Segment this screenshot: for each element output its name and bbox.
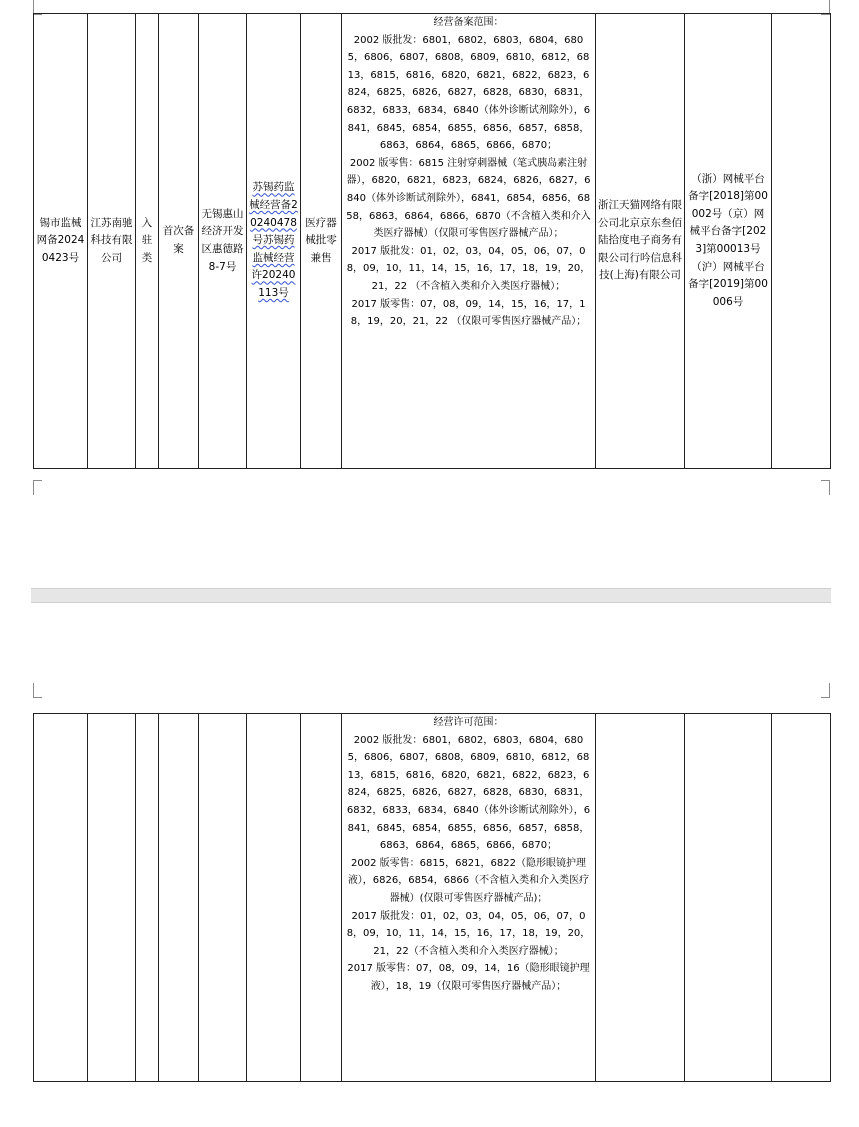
business-mode-cell: 医疗器械批零兼售 <box>301 14 342 469</box>
empty-cell <box>685 714 772 1082</box>
platform-cell: 浙江天猫网络有限公司北京京东叁佰陆拾度电子商务有限公司行吟信息科技(上海)有限公司 <box>596 14 685 469</box>
empty-cell <box>159 714 199 1082</box>
record-number-cell: 锡市监械网备20240423号 <box>34 14 88 469</box>
table-row <box>34 714 831 1082</box>
table-row <box>34 14 831 469</box>
scope-2002-wholesale: 2002 版批发：6801，6802，6803，6804，6805，6806，6807，6808，6809，6810，6812，6813，6815，6816，6820，6821，6822，6823，6824，6825，6826，6827，6828，6830，6831，6832，6833，6834，6840（体外诊断试剂除外），6841，6845，6854，6855，6856，6857，6858，6863，6864，6865，6866，6870； <box>346 34 591 152</box>
empty-cell <box>301 714 342 1082</box>
business-scope-cell <box>342 14 596 469</box>
type-cell: 入驻类 <box>136 14 159 469</box>
scope-heading: 经营备案范围： <box>433 17 504 28</box>
empty-cell <box>596 714 685 1082</box>
scope-2017-wholesale: 2017 版批发：01，02，03，04，05，06，07，08，09，10，11，14，15，16，17，18，19，20，21，22 （不含植入类和介入类医疗器械）； <box>346 245 591 292</box>
empty-cell <box>247 714 301 1082</box>
scope-2002-retail: 2002 版零售：6815 注射穿刺器械（笔式胰岛素注射器），6820，6821，6823，6824，6826，6827，6840（体外诊断试剂除外），6841，6854，6856，6858，6863，6864，6866，6870（不含植入类和介入类医疗器械）（仅限可零售医疗器械产品）； <box>346 157 591 240</box>
page-corner-mark <box>821 480 830 495</box>
license-scope-cell <box>342 714 596 1082</box>
scope-2002-wholesale: 2002 版批发：6801，6802，6803，6804，6805，6806，6807，6808，6809，6810，6812，6813，6815，6816，6820，6821，6822，6823，6824，6825，6826，6827，6828，6830，6831，6832，6833，6834，6840（体外诊断试剂除外），6841，6845，6854，6855，6856，6857，6858，6863，6864，6865，6866，6870； <box>346 734 591 852</box>
scope-2017-wholesale: 2017 版批发：01，02，03，04，05，06，07，08，09，10，11，14，15，16，17，18，19，20，21，22（不含植入类和介入类医疗器械）； <box>346 910 591 957</box>
page-corner-mark <box>33 683 42 698</box>
empty-cell <box>199 714 247 1082</box>
remark-cell <box>772 14 831 469</box>
scope-2017-retail: 2017 版零售：07，08，09，14，15，16，17，18，19，20，21，22 （仅限可零售医疗器械产品）； <box>350 298 587 328</box>
empty-cell <box>34 714 88 1082</box>
empty-cell <box>88 714 136 1082</box>
platform-record-cell: （浙）网械平台备字[2018]第00002号（京）网械平台备字[2023]第00013号（沪）网械平台备字[2019]第00006号 <box>685 14 772 469</box>
filing-table-bottom <box>33 713 831 1082</box>
page-corner-mark <box>821 683 830 698</box>
address-cell: 无锡惠山经济开发区惠德路8-7号 <box>199 14 247 469</box>
company-name-cell: 江苏南驰科技有限公司 <box>88 14 136 469</box>
document-page-bottom <box>0 603 859 1127</box>
empty-cell <box>772 714 831 1082</box>
scope-2002-retail: 2002 版零售：6815，6821，6822（隐形眼镜护理液），6826，6854，6866（不含植入类和介入类医疗器械）(仅限可零售医疗器械产品)； <box>347 857 590 904</box>
filing-table-top <box>33 13 831 469</box>
empty-cell <box>136 714 159 1082</box>
license-cell: 苏锡药监械经营备20240478号苏锡药监械经营许20240113号 <box>247 14 301 469</box>
filing-kind-cell: 首次备案 <box>159 14 199 469</box>
scope-2017-retail: 2017 版零售：07，08，09，14，16（隐形眼镜护理液），18，19（仅限可零售医疗器械产品）； <box>347 963 590 992</box>
page-separator <box>31 588 831 603</box>
page-corner-mark <box>33 480 42 495</box>
scope-heading: 经营许可范围： <box>433 717 504 728</box>
